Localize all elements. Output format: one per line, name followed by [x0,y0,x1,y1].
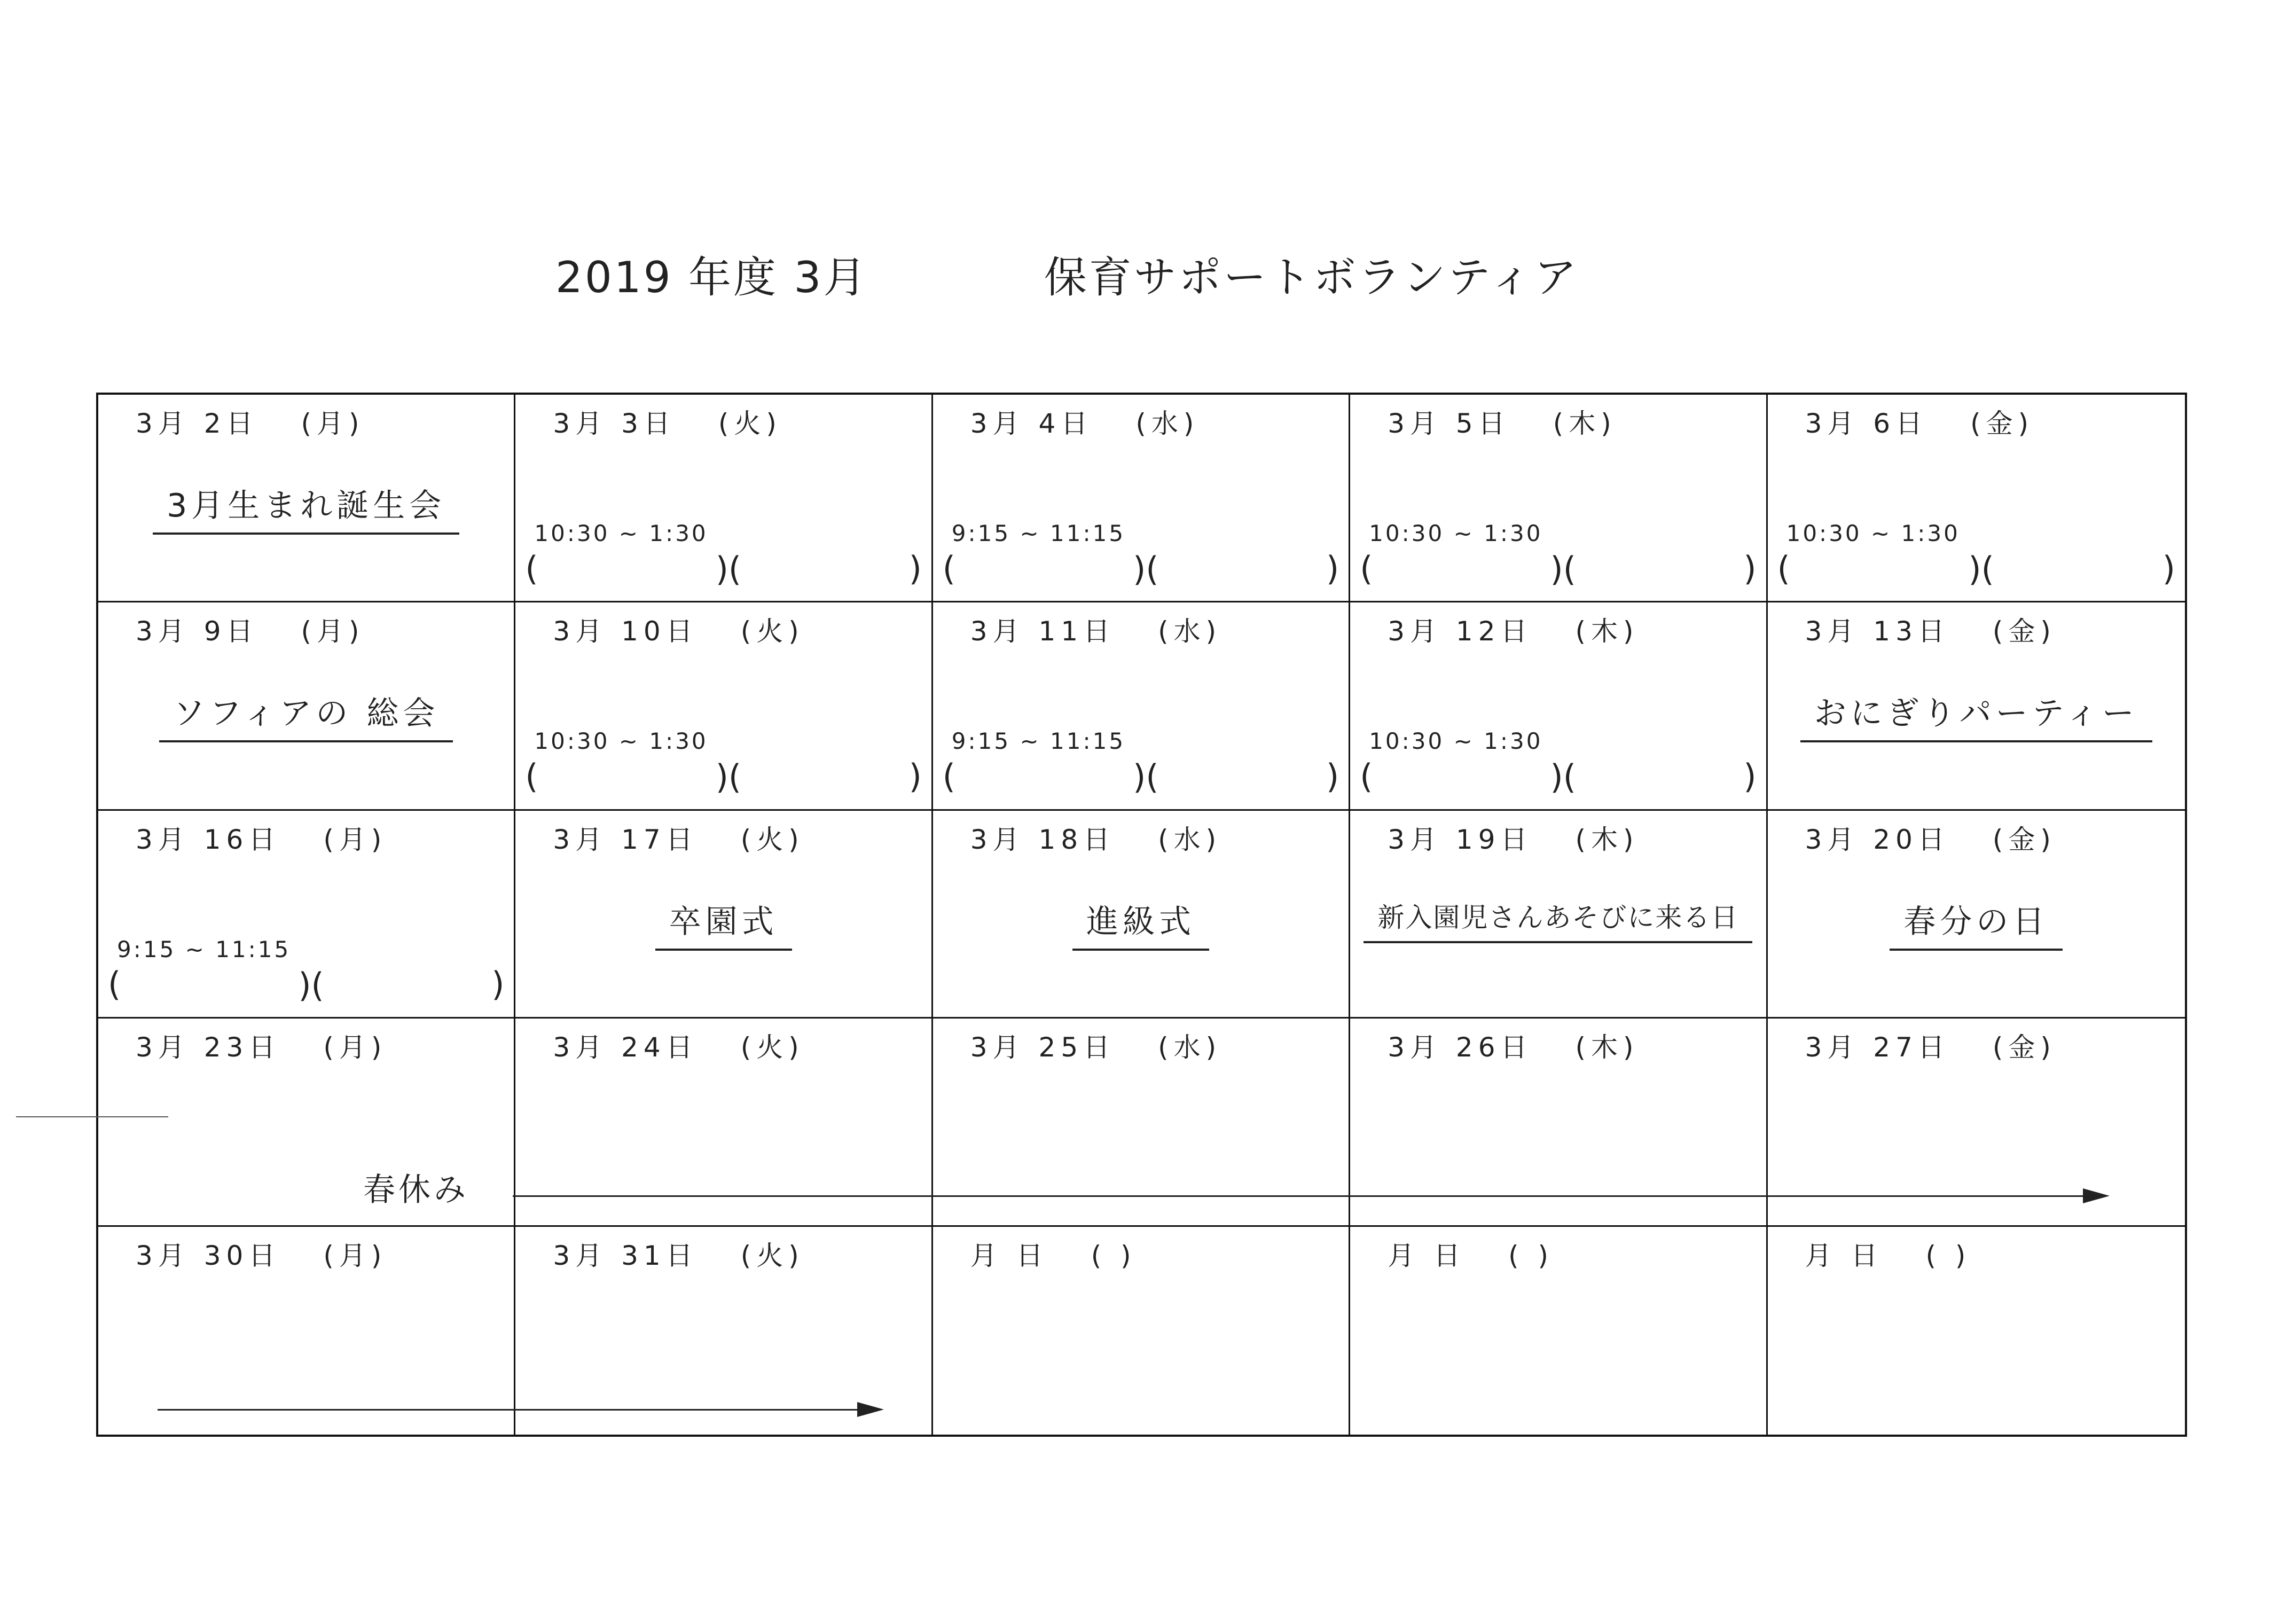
volunteer-name-slots [1777,550,2175,587]
volunteer-name-slots [525,550,921,587]
cell-date [1388,402,1617,441]
date-label: 3月 3日 [553,408,676,439]
cell-date [1805,1026,2056,1064]
calendar-cell [1768,602,2185,810]
cell-date [1805,610,2056,648]
cell-date [136,818,387,857]
event-text: 3月生まれ誕生会 [153,480,459,535]
spring-break-arrow-continued [158,1399,884,1421]
volunteer-name-slots [1360,550,1756,587]
date-label: 3月 16日 [136,824,281,855]
date-label: 3月 31日 [553,1240,698,1271]
cell-date [553,1026,804,1064]
name-slot-bracket: )( [1133,550,1159,589]
time-slot: 9:15 ~ 11:15 [951,728,1126,755]
event-text: 卒園式 [655,896,792,951]
cell-date [136,402,365,441]
date-label: 3月 30日 [136,1240,281,1271]
name-slot-bracket: ( [525,549,538,588]
name-slot-bracket: ( [525,756,538,796]
name-slot-bracket: ) [2162,549,2175,588]
date-label: 3月 17日 [553,824,698,855]
weekday-label: (火) [718,408,782,439]
cell-date [970,1026,1221,1064]
cell-date [970,1234,1137,1273]
cell-date [1388,818,1639,857]
date-label: 3月 27日 [1805,1032,1950,1063]
calendar-cell [933,811,1350,1019]
weekday-label: (月) [323,1240,387,1271]
cell-date [136,610,365,648]
name-slot-bracket: )( [1550,757,1576,797]
cell-date [136,1234,387,1273]
cell-date [970,610,1221,648]
weekday-label: (木) [1553,408,1617,439]
date-label: 月 日 [1805,1240,1883,1271]
name-slot-bracket: )( [1133,757,1159,797]
date-label: 月 日 [1388,1240,1466,1271]
weekday-label: (月) [323,1032,387,1063]
time-slot: 9:15 ~ 11:15 [951,520,1126,546]
name-slot-bracket: )( [1550,550,1576,589]
weekday-label: (木) [1575,1032,1639,1063]
event-text: おにぎりパーティー [1800,688,2152,742]
volunteer-name-slots [1360,757,1756,795]
stray-line [16,1116,168,1117]
name-slot-bracket: )( [1968,550,1994,589]
name-slot-bracket: ( [1777,549,1790,588]
arrow-head-icon [2083,1188,2110,1203]
volunteer-name-slots [943,757,1339,795]
weekday-label: (火) [740,1240,804,1271]
date-label: 3月 13日 [1805,616,1950,647]
cell-date [1805,1234,1971,1273]
calendar-cell [1350,395,1767,602]
date-label: 3月 10日 [553,616,698,647]
event-label [98,480,514,535]
event-label [1768,688,2185,742]
date-label: 3月 4日 [970,408,1093,439]
event-label [515,896,931,951]
time-slot: 10:30 ~ 1:30 [1786,520,1960,546]
arrow-head-icon [857,1402,884,1417]
name-slot-bracket: ) [1326,756,1339,796]
cell-date [1388,1026,1639,1064]
cell-date [970,402,1200,441]
calendar-cell [1350,1227,1767,1435]
calendar-cell [1768,395,2185,602]
date-label: 3月 11日 [970,616,1116,647]
weekday-label: ( ) [1508,1240,1554,1271]
date-label: 3月 5日 [1388,408,1510,439]
volunteer-name-slots [108,966,504,1003]
calendar-cell [1350,602,1767,810]
cell-date [553,1234,804,1273]
weekday-label: ( ) [1925,1240,1971,1271]
weekday-label: (月) [301,408,365,439]
weekday-label: (金) [1970,408,2034,439]
weekday-label: (木) [1575,616,1639,647]
cell-date [553,610,804,648]
event-text: ソフィアの 総会 [159,688,453,742]
calendar-cell [98,395,515,602]
time-slot: 10:30 ~ 1:30 [534,728,708,755]
volunteer-name-slots [525,757,921,795]
weekday-label: (金) [1992,824,2056,855]
spring-break-label: 春休み [363,1171,469,1209]
weekday-label: (火) [740,616,804,647]
spring-break-arrow [96,1186,2115,1207]
date-label: 月 日 [970,1240,1048,1271]
weekday-label: (水) [1135,408,1200,439]
weekday-label: (月) [301,616,365,647]
weekday-label: (水) [1158,1032,1222,1063]
page-title [555,243,1624,307]
cell-date [1388,1234,1554,1273]
calendar-cell [1768,811,2185,1019]
cell-date [136,1026,387,1064]
name-slot-bracket: ( [1360,756,1373,796]
date-label: 3月 12日 [1388,616,1533,647]
name-slot-bracket: )( [715,757,742,797]
calendar-grid [96,393,2187,1437]
calendar-cell [933,1227,1350,1435]
name-slot-bracket: ( [108,965,121,1004]
calendar-cell [1350,811,1767,1019]
date-label: 3月 26日 [1388,1032,1533,1063]
calendar-cell [515,811,932,1019]
name-slot-bracket: )( [298,965,324,1005]
date-label: 3月 24日 [553,1032,698,1063]
calendar-cell [515,395,932,602]
calendar-cell [98,602,515,810]
date-label: 3月 20日 [1805,824,1950,855]
name-slot-bracket: ) [491,965,505,1004]
weekday-label: (木) [1575,824,1639,855]
calendar-cell [1768,1227,2185,1435]
calendar-cell [98,811,515,1019]
year-month-label: 2019 年度 3月 [555,253,868,302]
name-slot-bracket: ( [942,549,955,588]
event-label [1350,896,1766,943]
cell-date [1805,402,2034,441]
name-slot-bracket: ( [1360,549,1373,588]
cell-date [553,818,804,857]
name-slot-bracket: )( [715,550,742,589]
date-label: 3月 6日 [1805,408,1928,439]
calendar-cell [515,602,932,810]
date-label: 3月 9日 [136,616,258,647]
cell-date [1388,610,1639,648]
date-label: 3月 19日 [1388,824,1533,855]
weekday-label: (金) [1992,1032,2056,1063]
name-slot-bracket: ( [942,756,955,796]
time-slot: 10:30 ~ 1:30 [1369,728,1543,755]
date-label: 3月 2日 [136,408,258,439]
weekday-label: (月) [323,824,387,855]
event-text: 春分の日 [1890,896,2063,951]
time-slot: 10:30 ~ 1:30 [534,520,708,546]
name-slot-bracket: ) [1743,756,1757,796]
date-label: 3月 25日 [970,1032,1116,1063]
cell-date [1805,818,2056,857]
volunteer-name-slots [943,550,1339,587]
name-slot-bracket: ) [1326,549,1339,588]
name-slot-bracket: ) [908,756,922,796]
weekday-label: (水) [1158,824,1222,855]
event-text: 新入園児さんあそびに来る日 [1364,896,1752,943]
event-label [933,896,1349,951]
name-slot-bracket: ) [908,549,922,588]
title-text: 保育サポートボランティア [1044,253,1579,302]
event-label [1768,896,2185,951]
calendar-cell [933,602,1350,810]
date-label: 3月 23日 [136,1032,281,1063]
weekday-label: (火) [740,824,804,855]
weekday-label: (水) [1158,616,1222,647]
calendar-cell [933,395,1350,602]
weekday-label: (火) [740,1032,804,1063]
time-slot: 9:15 ~ 11:15 [117,936,291,962]
time-slot: 10:30 ~ 1:30 [1369,520,1543,546]
event-text: 進級式 [1072,896,1209,951]
weekday-label: ( ) [1091,1240,1137,1271]
cell-date [553,402,782,441]
weekday-label: (金) [1992,616,2056,647]
date-label: 3月 18日 [970,824,1116,855]
event-label [98,688,514,742]
cell-date [970,818,1221,857]
name-slot-bracket: ) [1743,549,1757,588]
